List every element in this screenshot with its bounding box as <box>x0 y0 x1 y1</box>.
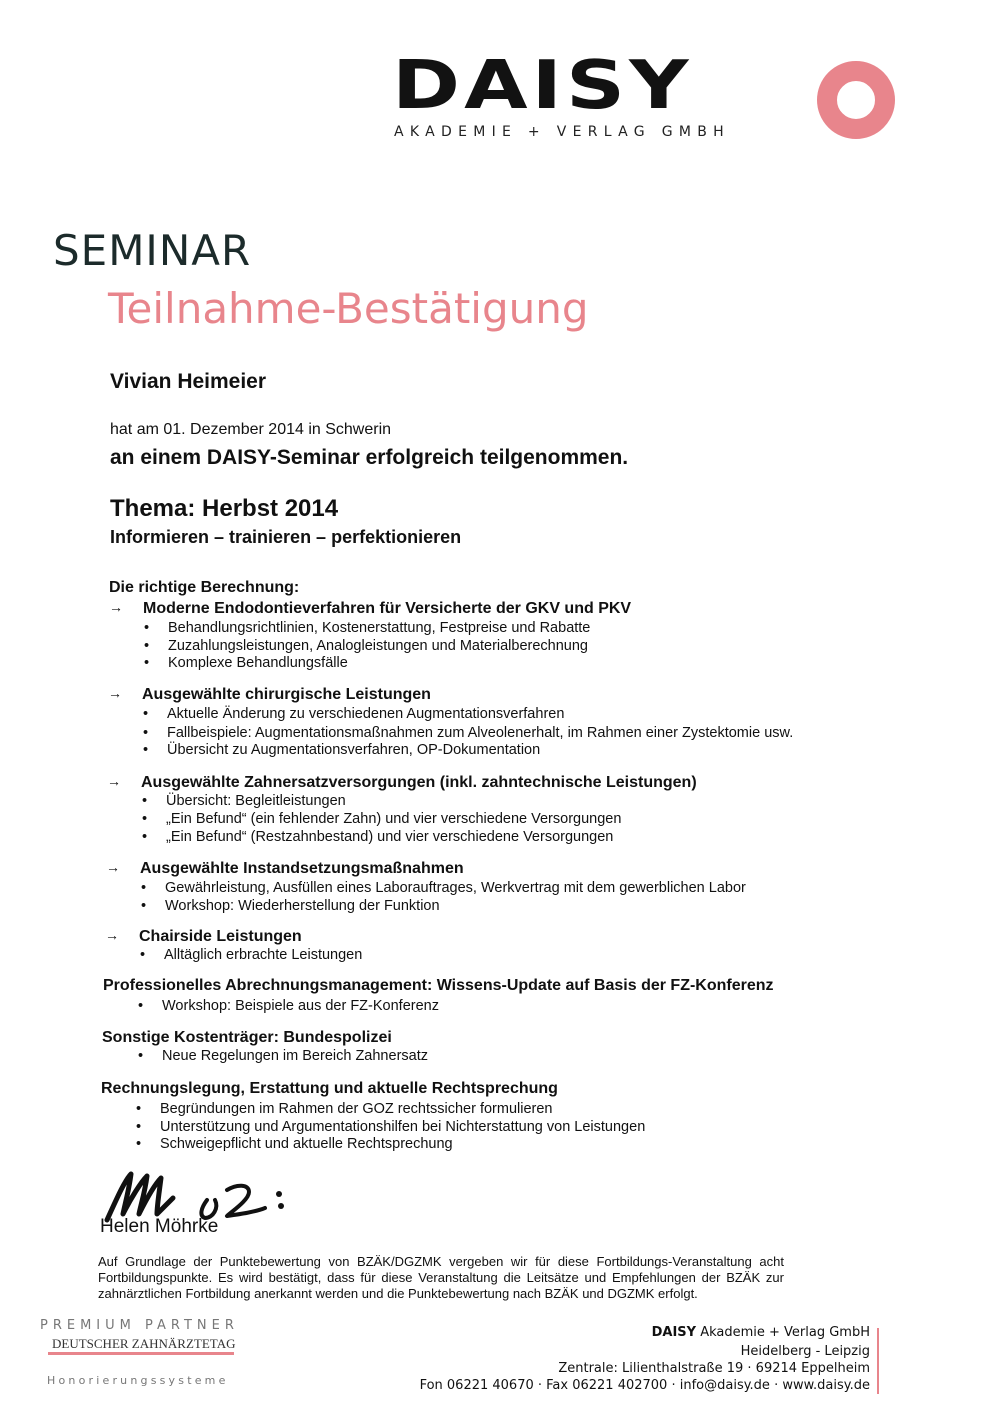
arrow-icon: → <box>106 859 120 875</box>
group-title: Chairside Leistungen <box>139 928 302 945</box>
arrow-icon: → <box>109 599 123 615</box>
partner-divider <box>48 1352 234 1355</box>
partner-line-1: PREMIUM PARTNER <box>40 1318 239 1333</box>
list-item: • Workshop: Beispiele aus der FZ-Konferenz <box>162 998 439 1014</box>
arrow-icon: → <box>105 927 119 943</box>
document-title: Teilnahme-Bestätigung <box>108 284 589 333</box>
address-divider <box>877 1328 879 1394</box>
group-title: Ausgewählte Instandsetzungsmaßnahmen <box>140 860 464 877</box>
list-item: • „Ein Befund“ (ein fehlender Zahn) und vier verschiedene Versorgungen <box>166 811 621 827</box>
thema-subtitle: Informieren – trainieren – perfektionieren <box>110 527 462 547</box>
address-company-bold: DAISY <box>651 1325 697 1340</box>
logo-ring-icon <box>816 60 896 140</box>
address-street: Zentrale: Lilienthalstraße 19 · 69214 Eppelheim <box>558 1361 870 1376</box>
logo-subtitle: AKADEMIE + VERLAG GMBH <box>394 124 730 140</box>
address-cities: Heidelberg - Leipzig <box>740 1344 870 1359</box>
section-title: Sonstige Kostenträger: Bundespolizei <box>102 1029 392 1046</box>
list-item: • „Ein Befund“ (Restzahnbestand) und vier verschiedene Versorgungen <box>166 829 613 845</box>
content-intro: Die richtige Berechnung: <box>109 579 300 596</box>
statement-line-2: an einem DAISY-Seminar erfolgreich teilgenommen. <box>110 446 629 469</box>
partner-line-2: DEUTSCHER ZAHNÄRZTETAG <box>52 1336 236 1351</box>
address-company <box>652 1325 870 1340</box>
list-item: • Workshop: Wiederherstellung der Funktion <box>165 898 440 914</box>
logo-wordmark: DAISY <box>392 46 693 125</box>
footnote: Auf Grundlage der Punktebewertung von BZÄK/DGZMK vergeben wir für diese Fortbildungs-Veranstaltung acht Fortbildungspunkte. Es wird bestätigt, dass für diese Veranstaltung die Leitsätze und Empfehlungen der BZÄK zur zahnärztlichen Fortbildung anerkannt werden und die Punktebewertung nach BZÄK und DGZMK erfolgt. <box>98 1254 784 1301</box>
list-item: • Komplexe Behandlungsfälle <box>168 655 348 671</box>
group-title: Ausgewählte chirurgische Leistungen <box>142 686 431 703</box>
seminar-heading: SEMINAR <box>53 226 252 275</box>
arrow-icon: → <box>108 685 122 701</box>
list-item: • Behandlungsrichtlinien, Kostenerstattung, Festpreise und Rabatte <box>168 620 590 636</box>
list-item: • Alltäglich erbrachte Leistungen <box>164 947 362 963</box>
thema-title: Thema: Herbst 2014 <box>110 495 339 522</box>
list-item: • Übersicht zu Augmentationsverfahren, OP-Dokumentation <box>167 742 540 758</box>
list-item: • Zuzahlungsleistungen, Analogleistungen und Materialberechnung <box>168 638 588 654</box>
section-title: Professionelles Abrechnungsmanagement: Wissens-Update auf Basis der FZ-Konferenz <box>103 977 774 994</box>
participant-name: Vivian Heimeier <box>110 370 267 393</box>
group-title: Moderne Endodontieverfahren für Versicherte der GKV und PKV <box>143 600 632 617</box>
address-contact: Fon 06221 40670 · Fax 06221 402700 · info@daisy.de · www.daisy.de <box>419 1378 870 1393</box>
signature-name: Helen Möhrke <box>100 1216 219 1237</box>
address-company-rest: Akademie + Verlag GmbH <box>696 1325 870 1340</box>
statement-line-1: hat am 01. Dezember 2014 in Schwerin <box>110 421 392 438</box>
partner-line-3: Honorierungssysteme <box>47 1374 229 1387</box>
section-title: Rechnungslegung, Erstattung und aktuelle Rechtsprechung <box>101 1080 558 1097</box>
group-title: Ausgewählte Zahnersatzversorgungen (inkl. zahntechnische Leistungen) <box>141 774 697 791</box>
list-item: • Neue Regelungen im Bereich Zahnersatz <box>162 1048 428 1064</box>
list-item: • Schweigepflicht und aktuelle Rechtsprechung <box>160 1136 453 1152</box>
list-item: • Unterstützung und Argumentationshilfen bei Nichterstattung von Leistungen <box>160 1119 645 1135</box>
list-item: • Fallbeispiele: Augmentationsmaßnahmen zum Alveolenerhalt, im Rahmen einer Zystektomie usw. <box>167 725 793 741</box>
list-item: • Aktuelle Änderung zu verschiedenen Augmentationsverfahren <box>167 706 564 722</box>
arrow-icon: → <box>107 773 121 789</box>
list-item: • Gewährleistung, Ausfüllen eines Laborauftrages, Werkvertrag mit dem gewerblichen Labor <box>165 880 746 896</box>
list-item: • Übersicht: Begleitleistungen <box>166 793 346 809</box>
list-item: • Begründungen im Rahmen der GOZ rechtssicher formulieren <box>160 1101 552 1117</box>
